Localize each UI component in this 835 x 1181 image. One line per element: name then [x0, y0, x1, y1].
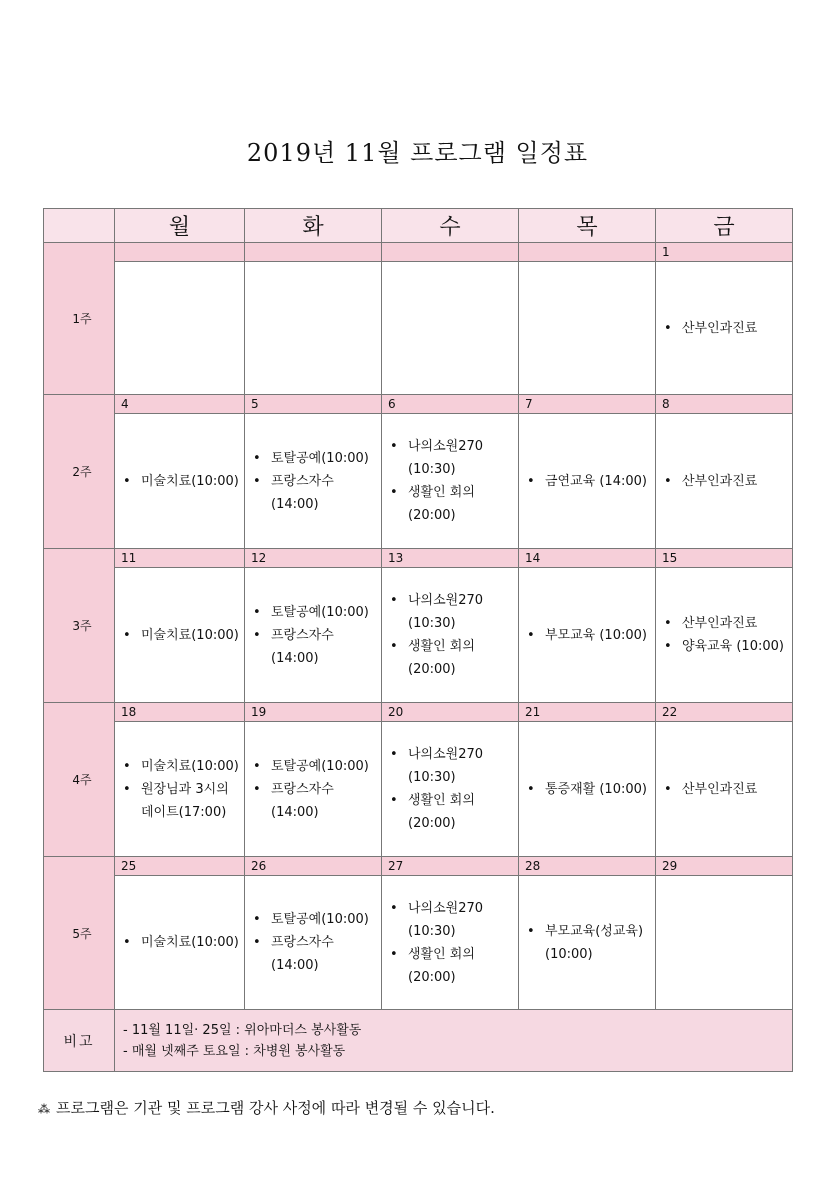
day-cell: [115, 568, 245, 703]
event-list: [245, 755, 381, 824]
events-row: [44, 876, 793, 1010]
event-item: • 통증재활 (10:00): [525, 778, 651, 801]
event-item: • 산부인과진료: [662, 470, 788, 493]
day-cell: [656, 262, 793, 395]
schedule-table: [43, 208, 793, 1072]
event-item: • 나의소원270 (10:30): [388, 743, 514, 789]
day-cell: [519, 722, 656, 857]
day-cell: [519, 414, 656, 549]
day-cell: [245, 568, 382, 703]
date-number: [382, 243, 519, 262]
event-item: • 프랑스자수(14:00): [251, 778, 377, 824]
event-item: • 금연교육 (14:00): [525, 470, 651, 493]
date-number: 5: [245, 395, 382, 414]
date-number: 29: [656, 857, 793, 876]
day-cell: [519, 568, 656, 703]
date-number: 27: [382, 857, 519, 876]
events-row: [44, 568, 793, 703]
weekday-header: 목: [519, 209, 656, 243]
day-cell: [245, 414, 382, 549]
week-label: 2주: [44, 395, 115, 549]
date-number: 8: [656, 395, 793, 414]
weekday-header: 화: [245, 209, 382, 243]
date-number: [519, 243, 656, 262]
date-row: [44, 243, 793, 262]
date-number: 18: [115, 703, 245, 722]
date-number: 21: [519, 703, 656, 722]
event-item: • 생활인 회의 (20:00): [388, 635, 514, 681]
event-item: • 프랑스자수(14:00): [251, 470, 377, 516]
event-list: [656, 612, 792, 658]
day-cell: [115, 876, 245, 1010]
event-list: [382, 743, 518, 835]
event-list: [519, 470, 655, 493]
event-list: [115, 624, 244, 647]
date-number: 26: [245, 857, 382, 876]
date-number: 14: [519, 549, 656, 568]
day-cell: [245, 876, 382, 1010]
event-list: [115, 755, 244, 824]
weekday-header: 수: [382, 209, 519, 243]
weekday-header-row: [44, 209, 793, 243]
day-cell: [115, 262, 245, 395]
notes-row: [44, 1010, 793, 1072]
day-cell: [519, 262, 656, 395]
event-list: [656, 317, 792, 340]
event-list: [115, 931, 244, 954]
day-cell: [245, 722, 382, 857]
event-item: • 토탈공예(10:00): [251, 755, 377, 778]
week-label: 1주: [44, 243, 115, 395]
date-row: [44, 703, 793, 722]
date-number: [245, 243, 382, 262]
event-item: • 프랑스자수(14:00): [251, 624, 377, 670]
event-item: • 미술치료(10:00): [121, 931, 240, 954]
week-label: 3주: [44, 549, 115, 703]
event-list: [115, 470, 244, 493]
event-item: • 부모교육 (10:00): [525, 624, 651, 647]
date-number: [115, 243, 245, 262]
day-cell: [382, 414, 519, 549]
day-cell: [656, 876, 793, 1010]
event-item: • 산부인과진료: [662, 778, 788, 801]
corner-cell: [44, 209, 115, 243]
date-number: 25: [115, 857, 245, 876]
event-item: • 미술치료(10:00): [121, 470, 240, 493]
event-list: [656, 470, 792, 493]
event-list: [245, 601, 381, 670]
date-number: 19: [245, 703, 382, 722]
date-number: 15: [656, 549, 793, 568]
event-item: • 양육교육 (10:00): [662, 635, 788, 658]
event-list: [382, 435, 518, 527]
event-item: • 나의소원270 (10:30): [388, 435, 514, 481]
page-title: 2019년 11월 프로그램 일정표: [246, 139, 589, 167]
event-item: • 원장님과 3시의 데이트(17:00): [121, 778, 240, 824]
day-cell: [382, 568, 519, 703]
day-cell: [115, 414, 245, 549]
day-cell: [656, 722, 793, 857]
events-row: [44, 722, 793, 857]
day-cell: [519, 876, 656, 1010]
date-number: 13: [382, 549, 519, 568]
date-row: [44, 857, 793, 876]
event-item: • 미술치료(10:00): [121, 755, 240, 778]
event-list: [382, 897, 518, 989]
event-list: [519, 778, 655, 801]
date-row: [44, 395, 793, 414]
date-number: 1: [656, 243, 793, 262]
event-item: • 나의소원270 (10:30): [388, 589, 514, 635]
event-item: • 산부인과진료: [662, 317, 788, 340]
event-item: • 나의소원270 (10:30): [388, 897, 514, 943]
week-label: 4주: [44, 703, 115, 857]
event-item: • 프랑스자수(14:00): [251, 931, 377, 977]
day-cell: [382, 876, 519, 1010]
date-number: 20: [382, 703, 519, 722]
day-cell: [115, 722, 245, 857]
note-line: - 11월 11일· 25일 : 위아마더스 봉사활동: [123, 1022, 362, 1038]
day-cell: [656, 414, 793, 549]
day-cell: [382, 722, 519, 857]
date-row: [44, 549, 793, 568]
event-item: • 토탈공예(10:00): [251, 908, 377, 931]
event-item: • 토탈공예(10:00): [251, 601, 377, 624]
notes-body: [115, 1010, 793, 1072]
date-number: 22: [656, 703, 793, 722]
date-number: 12: [245, 549, 382, 568]
event-item: • 산부인과진료: [662, 612, 788, 635]
footer-text: 프로그램은 기관 및 프로그램 강사 사정에 따라 변경될 수 있습니다.: [56, 1099, 495, 1117]
date-number: 11: [115, 549, 245, 568]
date-number: 6: [382, 395, 519, 414]
day-cell: [245, 262, 382, 395]
note-line: - 매월 넷째주 토요일 : 차병원 봉사활동: [123, 1043, 346, 1059]
event-item: • 생활인 회의 (20:00): [388, 789, 514, 835]
event-item: • 부모교육(성교육) (10:00): [525, 920, 651, 966]
asterism-icon: ⁂: [38, 1102, 50, 1116]
event-list: [519, 920, 655, 966]
event-item: • 생활인 회의 (20:00): [388, 943, 514, 989]
day-cell: [382, 262, 519, 395]
event-item: • 미술치료(10:00): [121, 624, 240, 647]
event-list: [382, 589, 518, 681]
events-row: [44, 414, 793, 549]
weekday-header: 월: [115, 209, 245, 243]
event-list: [245, 447, 381, 516]
week-label: 5주: [44, 857, 115, 1010]
day-cell: [656, 568, 793, 703]
date-number: 28: [519, 857, 656, 876]
event-item: • 생활인 회의 (20:00): [388, 481, 514, 527]
event-list: [245, 908, 381, 977]
event-item: • 토탈공예(10:00): [251, 447, 377, 470]
event-list: [656, 778, 792, 801]
date-number: 7: [519, 395, 656, 414]
date-number: 4: [115, 395, 245, 414]
footer-note: [38, 1097, 495, 1118]
event-list: [519, 624, 655, 647]
notes-label: 비고: [44, 1010, 115, 1072]
weekday-header: 금: [656, 209, 793, 243]
events-row: [44, 262, 793, 395]
